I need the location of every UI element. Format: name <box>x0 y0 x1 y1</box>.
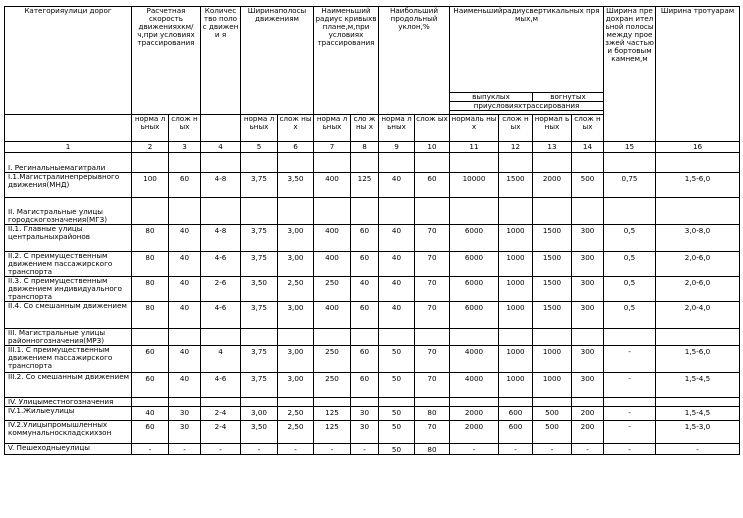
cell-col-3: 40 <box>169 225 201 252</box>
cell-col-12: 1000 <box>499 277 533 302</box>
header-radius: Наименьший радиус кривыхв плане,м,при условиях трассирования <box>314 7 379 115</box>
cell-col-15: - <box>604 444 656 455</box>
header-sub-7: норма льных <box>314 115 351 142</box>
cell-col-10: 80 <box>415 444 450 455</box>
header-slope: Наибольший продольный уклон,% <box>379 7 450 115</box>
cell-col-6: 2,50 <box>278 277 314 302</box>
cell-col-15: 0,5 <box>604 277 656 302</box>
section-row <box>5 398 740 407</box>
header-sub-2: норма льных <box>132 115 169 142</box>
cell-col-9: 50 <box>379 346 415 373</box>
empty-cell <box>351 198 379 225</box>
cell-col-16: 1,5-4,5 <box>656 407 740 421</box>
table-row <box>5 346 740 373</box>
header-sub-11: нормаль ных <box>450 115 499 142</box>
empty-cell <box>499 398 533 407</box>
cell-col-7: 250 <box>314 346 351 373</box>
section-title: I. Регинальныемагитрали <box>5 153 132 173</box>
cell-col-11: 4000 <box>450 373 499 398</box>
cell-col-10: 70 <box>415 421 450 444</box>
col-number: 6 <box>278 142 314 153</box>
cell-col-9: 50 <box>379 407 415 421</box>
cell-col-8: 125 <box>351 173 379 198</box>
cell-col-12: 1000 <box>499 346 533 373</box>
section-title: III. Магистральные улицы районногозначения(МРЗ) <box>5 329 132 346</box>
cell-col-13: 1000 <box>533 373 572 398</box>
table-row <box>5 407 740 421</box>
cell-col-9: 40 <box>379 173 415 198</box>
cell-col-2: - <box>132 444 169 455</box>
row-name: II.3. С преимущественным движением индивидуального транспорта <box>5 277 132 302</box>
empty-cell <box>572 329 604 346</box>
empty-cell <box>499 153 533 173</box>
cell-col-3: 30 <box>169 407 201 421</box>
cell-col-3: 60 <box>169 173 201 198</box>
row-name: III.2. Со смешанным движением <box>5 373 132 398</box>
empty-cell <box>450 398 499 407</box>
cell-col-4: 2-6 <box>201 277 241 302</box>
cell-col-6: 3,00 <box>278 252 314 277</box>
cell-col-10: 70 <box>415 225 450 252</box>
col-number: 13 <box>533 142 572 153</box>
col-number: 10 <box>415 142 450 153</box>
header-vypuklyh: выпуклых <box>450 93 533 102</box>
cell-col-12: - <box>499 444 533 455</box>
cell-col-8: 60 <box>351 373 379 398</box>
cell-col-5: 3,75 <box>241 346 278 373</box>
empty-cell <box>351 329 379 346</box>
header-lanes: Количес тво полос движени я <box>201 7 241 115</box>
empty-cell <box>314 398 351 407</box>
col-number: 8 <box>351 142 379 153</box>
cell-col-12: 1500 <box>499 173 533 198</box>
cell-col-16: 1,5-6,0 <box>656 346 740 373</box>
empty-cell <box>415 329 450 346</box>
cell-col-16: 2,0-6,0 <box>656 252 740 277</box>
header-sidewalk: Ширина тротуарам <box>656 7 740 142</box>
cell-col-4: 2-4 <box>201 421 241 444</box>
cell-col-6: 3,00 <box>278 225 314 252</box>
empty-cell <box>572 198 604 225</box>
cell-col-16: 3,0-8,0 <box>656 225 740 252</box>
header-sub-8: сло жны х <box>351 115 379 142</box>
column-number-row <box>5 142 740 153</box>
row-name: II.2. С преимущественным движением пассажирского транспорта <box>5 252 132 277</box>
empty-cell <box>278 398 314 407</box>
col-number: 7 <box>314 142 351 153</box>
header-category: Категорияулици дорог <box>5 7 132 115</box>
row-name: II.1. Главные улицы центральныхрайонов <box>5 225 132 252</box>
cell-col-10: 60 <box>415 173 450 198</box>
header-sub-5: норма льных <box>241 115 278 142</box>
cell-col-4: 4-6 <box>201 302 241 329</box>
cell-col-2: 60 <box>132 373 169 398</box>
cell-col-5: 3,75 <box>241 225 278 252</box>
cell-col-6: 2,50 <box>278 421 314 444</box>
cell-col-7: 250 <box>314 373 351 398</box>
col-number: 2 <box>132 142 169 153</box>
cell-col-9: 50 <box>379 444 415 455</box>
empty-cell <box>132 153 169 173</box>
cell-col-15: - <box>604 373 656 398</box>
empty-cell <box>604 153 656 173</box>
empty-cell <box>132 398 169 407</box>
header-strip: Ширина предохран ительной полосы между проезжей частьюи бортовым камнем,м <box>604 7 656 142</box>
empty-cell <box>604 198 656 225</box>
empty-cell <box>533 398 572 407</box>
cell-col-5: - <box>241 444 278 455</box>
cell-col-5: 3,75 <box>241 302 278 329</box>
col-number: 15 <box>604 142 656 153</box>
empty-cell <box>604 398 656 407</box>
cell-col-15: - <box>604 346 656 373</box>
cell-col-8: 60 <box>351 302 379 329</box>
cell-col-5: 3,50 <box>241 277 278 302</box>
cell-col-2: 80 <box>132 302 169 329</box>
empty-cell <box>379 153 415 173</box>
cell-col-10: 70 <box>415 373 450 398</box>
row-name: IV.2.Улицыпромышленных коммунальноскладскихзон <box>5 421 132 444</box>
empty-cell <box>314 329 351 346</box>
cell-col-10: 70 <box>415 277 450 302</box>
cell-col-13: 1500 <box>533 277 572 302</box>
cell-col-8: 60 <box>351 346 379 373</box>
section-row <box>5 198 740 225</box>
empty-cell <box>278 198 314 225</box>
row-name: IV.1.Жилыеулицы <box>5 407 132 421</box>
empty-cell <box>604 329 656 346</box>
section-row <box>5 329 740 346</box>
col-number: 4 <box>201 142 241 153</box>
cell-col-16: 2,0-6,0 <box>656 277 740 302</box>
section-title: II. Магистральные улицы городскогозначения(МГЗ) <box>5 198 132 225</box>
cell-col-6: 3,00 <box>278 373 314 398</box>
cell-col-11: 2000 <box>450 421 499 444</box>
empty-cell <box>278 153 314 173</box>
cell-col-6: 2,50 <box>278 407 314 421</box>
header-sub-12: слож ных <box>499 115 533 142</box>
cell-col-4: 4-6 <box>201 252 241 277</box>
empty-cell <box>533 329 572 346</box>
cell-col-14: 200 <box>572 421 604 444</box>
cell-col-8: - <box>351 444 379 455</box>
table-row <box>5 373 740 398</box>
cell-col-7: - <box>314 444 351 455</box>
cell-col-9: 40 <box>379 302 415 329</box>
table-row <box>5 173 740 198</box>
header-speed: Расчетная скорость движенияхкм/ ч,при условиях трассирования <box>132 7 201 115</box>
empty-cell <box>169 153 201 173</box>
cell-col-7: 400 <box>314 173 351 198</box>
cell-col-8: 40 <box>351 277 379 302</box>
cell-col-9: 40 <box>379 225 415 252</box>
table-row <box>5 252 740 277</box>
empty-cell <box>450 153 499 173</box>
cell-col-14: 300 <box>572 346 604 373</box>
empty-cell <box>533 198 572 225</box>
cell-col-14: 300 <box>572 373 604 398</box>
empty-cell <box>656 398 740 407</box>
cell-col-5: 3,75 <box>241 373 278 398</box>
cell-col-11: 6000 <box>450 277 499 302</box>
cell-col-11: 6000 <box>450 302 499 329</box>
cell-col-7: 125 <box>314 421 351 444</box>
col-number: 3 <box>169 142 201 153</box>
empty-cell <box>278 329 314 346</box>
empty-cell <box>201 398 241 407</box>
cell-col-15: 0,75 <box>604 173 656 198</box>
cell-col-13: 1500 <box>533 302 572 329</box>
cell-col-11: 6000 <box>450 252 499 277</box>
cell-col-10: 80 <box>415 407 450 421</box>
empty-cell <box>169 329 201 346</box>
header-lane-width: Ширинаполосы движениям <box>241 7 314 115</box>
cell-col-3: 30 <box>169 421 201 444</box>
cell-col-15: - <box>604 407 656 421</box>
row-name: II.4. Со смешанным движением <box>5 302 132 329</box>
cell-col-15: 0,5 <box>604 225 656 252</box>
header-sub-14: слож ных <box>572 115 604 142</box>
empty-cell <box>201 198 241 225</box>
cell-col-12: 600 <box>499 421 533 444</box>
empty-cell <box>572 398 604 407</box>
cell-col-14: - <box>572 444 604 455</box>
row-name: III.1. С преимущественным движением пассажирского транспорта <box>5 346 132 373</box>
table-row <box>5 444 740 455</box>
cell-col-5: 3,00 <box>241 407 278 421</box>
cell-col-9: 40 <box>379 252 415 277</box>
cell-col-12: 1000 <box>499 252 533 277</box>
cell-col-12: 1000 <box>499 302 533 329</box>
empty-cell <box>351 398 379 407</box>
cell-col-11: 2000 <box>450 407 499 421</box>
empty-cell <box>415 198 450 225</box>
cell-col-2: 80 <box>132 277 169 302</box>
header-sub-6: слож ных <box>278 115 314 142</box>
cell-col-6: 3,50 <box>278 173 314 198</box>
cell-col-2: 80 <box>132 252 169 277</box>
cell-col-2: 60 <box>132 346 169 373</box>
cell-col-7: 400 <box>314 252 351 277</box>
cell-col-12: 1000 <box>499 225 533 252</box>
cell-col-14: 300 <box>572 252 604 277</box>
cell-col-13: 2000 <box>533 173 572 198</box>
cell-col-9: 50 <box>379 421 415 444</box>
header-sub-empty <box>5 115 132 142</box>
empty-cell <box>241 153 278 173</box>
cell-col-6: 3,00 <box>278 346 314 373</box>
cell-col-11: 10000 <box>450 173 499 198</box>
cell-col-13: - <box>533 444 572 455</box>
cell-col-3: 40 <box>169 277 201 302</box>
cell-col-4: 4-8 <box>201 225 241 252</box>
empty-cell <box>241 329 278 346</box>
cell-col-10: 70 <box>415 346 450 373</box>
cell-col-13: 500 <box>533 407 572 421</box>
empty-cell <box>656 198 740 225</box>
row-name: I.1.Магистралинепрерывного движения(МНД) <box>5 173 132 198</box>
cell-col-15: - <box>604 421 656 444</box>
cell-col-13: 1500 <box>533 225 572 252</box>
table-row <box>5 277 740 302</box>
empty-cell <box>169 198 201 225</box>
cell-col-14: 300 <box>572 302 604 329</box>
empty-cell <box>351 153 379 173</box>
table-row <box>5 302 740 329</box>
cell-col-13: 1000 <box>533 346 572 373</box>
cell-col-6: 3,00 <box>278 302 314 329</box>
empty-cell <box>241 398 278 407</box>
empty-cell <box>132 198 169 225</box>
road-categories-table <box>4 6 740 455</box>
cell-col-4: 4 <box>201 346 241 373</box>
empty-cell <box>379 398 415 407</box>
header-conditions: приусловияхтрассирования <box>450 102 604 111</box>
empty-cell <box>499 329 533 346</box>
empty-cell <box>314 198 351 225</box>
cell-col-13: 500 <box>533 421 572 444</box>
cell-col-4: 4-6 <box>201 373 241 398</box>
cell-col-2: 80 <box>132 225 169 252</box>
cell-col-2: 40 <box>132 407 169 421</box>
cell-col-12: 1000 <box>499 373 533 398</box>
cell-col-8: 30 <box>351 407 379 421</box>
cell-col-7: 400 <box>314 225 351 252</box>
cell-col-11: 6000 <box>450 225 499 252</box>
empty-cell <box>415 398 450 407</box>
cell-col-5: 3,50 <box>241 421 278 444</box>
col-number: 12 <box>499 142 533 153</box>
cell-col-2: 60 <box>132 421 169 444</box>
col-number: 5 <box>241 142 278 153</box>
cell-col-2: 100 <box>132 173 169 198</box>
cell-col-5: 3,75 <box>241 252 278 277</box>
cell-col-15: 0,5 <box>604 302 656 329</box>
empty-cell <box>379 198 415 225</box>
cell-col-7: 250 <box>314 277 351 302</box>
cell-col-16: 2,0-4,0 <box>656 302 740 329</box>
cell-col-9: 40 <box>379 277 415 302</box>
empty-cell <box>201 329 241 346</box>
empty-cell <box>656 153 740 173</box>
cell-col-10: 70 <box>415 252 450 277</box>
table-row <box>5 225 740 252</box>
cell-col-16: 1,5-3,0 <box>656 421 740 444</box>
cell-col-3: 40 <box>169 346 201 373</box>
empty-cell <box>132 329 169 346</box>
cell-col-15: 0,5 <box>604 252 656 277</box>
cell-col-14: 300 <box>572 225 604 252</box>
empty-cell <box>241 198 278 225</box>
header-vertical: Наименьшийрадиусвертикальных прямых,м <box>450 7 604 93</box>
header-sub-3: слож ных <box>169 115 201 142</box>
cell-col-14: 500 <box>572 173 604 198</box>
cell-col-4: 2-4 <box>201 407 241 421</box>
header-sub-9: норма льных <box>379 115 415 142</box>
header-vognutyh: вогнутых <box>533 93 604 102</box>
table-body <box>5 153 740 455</box>
cell-col-13: 1500 <box>533 252 572 277</box>
empty-cell <box>656 329 740 346</box>
cell-col-6: - <box>278 444 314 455</box>
col-number: 16 <box>656 142 740 153</box>
cell-col-8: 30 <box>351 421 379 444</box>
header-sub-13: нормал ьных <box>533 115 572 142</box>
cell-col-8: 60 <box>351 252 379 277</box>
empty-cell <box>572 153 604 173</box>
empty-cell <box>169 398 201 407</box>
header-sub-10: слож ых <box>415 115 450 142</box>
cell-col-7: 400 <box>314 302 351 329</box>
empty-cell <box>499 198 533 225</box>
empty-cell <box>533 153 572 173</box>
cell-col-14: 200 <box>572 407 604 421</box>
cell-col-4: 4-8 <box>201 173 241 198</box>
row-name: V. Пешеходныеулицы <box>5 444 132 455</box>
cell-col-8: 60 <box>351 225 379 252</box>
cell-col-3: 40 <box>169 373 201 398</box>
cell-col-3: - <box>169 444 201 455</box>
empty-cell <box>201 153 241 173</box>
col-number: 14 <box>572 142 604 153</box>
cell-col-16: 1,5-4,5 <box>656 373 740 398</box>
section-title: IV. Улицыместногозначения <box>5 398 132 407</box>
col-number: 1 <box>5 142 132 153</box>
empty-cell <box>450 329 499 346</box>
cell-col-4: - <box>201 444 241 455</box>
cell-col-11: 4000 <box>450 346 499 373</box>
cell-col-7: 125 <box>314 407 351 421</box>
cell-col-5: 3,75 <box>241 173 278 198</box>
col-number: 9 <box>379 142 415 153</box>
header-sub-4 <box>201 115 241 142</box>
empty-cell <box>379 329 415 346</box>
cell-col-16: 1,5-6,0 <box>656 173 740 198</box>
cell-col-3: 40 <box>169 252 201 277</box>
cell-col-11: - <box>450 444 499 455</box>
cell-col-16: - <box>656 444 740 455</box>
table-row <box>5 421 740 444</box>
section-row <box>5 153 740 173</box>
cell-col-14: 300 <box>572 277 604 302</box>
col-number: 11 <box>450 142 499 153</box>
cell-col-3: 40 <box>169 302 201 329</box>
empty-cell <box>415 153 450 173</box>
empty-cell <box>450 198 499 225</box>
cell-col-12: 600 <box>499 407 533 421</box>
cell-col-9: 50 <box>379 373 415 398</box>
cell-col-10: 70 <box>415 302 450 329</box>
empty-cell <box>314 153 351 173</box>
